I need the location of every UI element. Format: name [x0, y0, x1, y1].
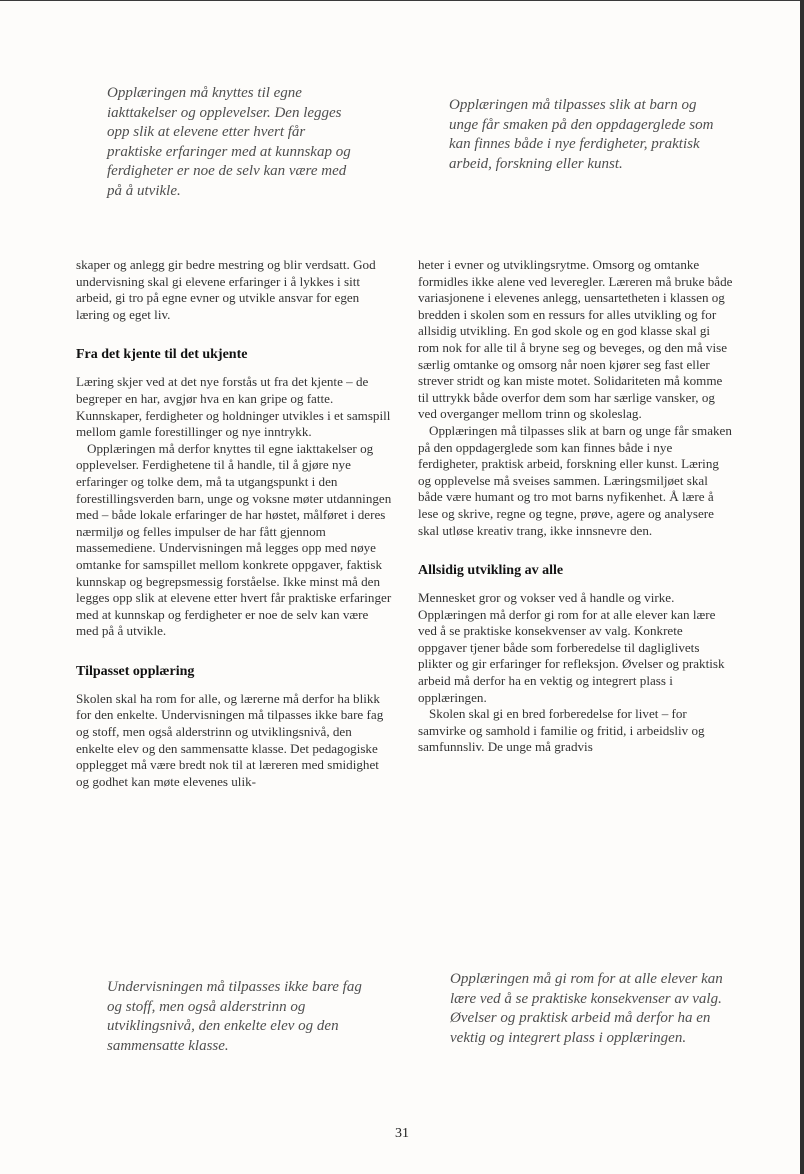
pull-quote: Opplæringen må knyttes til egne iakttakelser og opplevelser. Den legges opp slik at elevene etter hvert får praktiske erfaringer med at kunnskap og ferdigheter er noe de selv kan være med på å utvikle. — [107, 85, 351, 199]
left-column — [76, 257, 392, 790]
right-column — [418, 257, 734, 756]
paragraph: heter i evner og utviklingsrytme. Omsorg og omtanke formidles ikke alene ved leveregler. Læreren må bruke både variasjonene i elevenes anlegg, uensartetheten i klassen og bredden i skolen som en ressurs for alles utvikling og for allsidig utvikling. En god skole og en god klasse skal gi rom nok for alle til å bryne seg og beveges, og den må vise særlig omtanke og omsorg når noen kjører seg fast eller strever stridt og kan miste motet. Solidariteten må komme til uttrykk både overfor dem som har særlige vansker, og ved overganger mellom trinn og skoleslag. — [418, 257, 733, 422]
paragraph: Læring skjer ved at det nye forstås ut fra det kjente – de begreper en har, avgjør hva en kan gripe og fatte. Kunnskaper, ferdigheter og holdninger utvikles i et samspill mellom gamle forestillinger og nye inntrykk. — [76, 374, 391, 440]
paragraph: Mennesket gror og vokser ved å handle og virke. Opplæringen må derfor gi rom for at alle elever kan lære ved å se praktiske konsekvenser av valg. Konkrete oppgaver tjener både som forberedelse til dagliglivets plikter og gir erfaringer for refleksjon. Øvelser og praktisk arbeid må derfor ha en vektig og integrert plass i opplæringen. — [418, 590, 725, 705]
pull-quote: Opplæringen må gi rom for at alle elever kan lære ved å se praktiske konsekvenser av valg. Øvelser og praktisk arbeid må derfor ha en vektig og integrert plass i opplæringen. — [450, 971, 723, 1046]
scan-edge — [800, 0, 804, 1174]
pull-quote: Undervisningen må tilpasses ikke bare fag og stoff, men også alderstrinn og utviklingsnivå, den enkelte elev og den sammensatte klasse. — [107, 979, 362, 1054]
paragraph: Opplæringen må derfor knyttes til egne iakttakelser og opplevelser. Ferdighetene til å handle, til å gjøre nye erfaringer og tolke dem, må ta utgangspunkt i den forestillingsverden barn, unge og voksne møter utdanningen med – både lokale erfaringer de har høstet, målføret i deres nærmiljø og felles impulser de har fått gjennom massemediene. Undervisningen må legges opp med nøye omtanke for samspillet mellom konkrete oppgaver, faktisk kunnskap og begrepsmessig forståelse. Ikke minst må den legges opp slik at elevene etter hvert får praktiske erfaringer med at kunnskap og ferdigheter er noe de selv kan være med på å utvikle. — [76, 440, 392, 639]
paragraph: Opplæringen må tilpasses slik at barn og unge får smaken på den oppdagerglede som kan finnes både i nye ferdigheter, praktisk arbeid, forskning eller kunst. Læring og opplevelse må sveises sammen. Læringsmiljøet skal både være humant og tro mot barns nyfikenhet. Å lære å lese og skrive, regne og tegne, prøve, agere og analysere skal utløse kreativ trang, ikke innsnevre den. — [418, 422, 732, 538]
paragraph: Skolen skal ha rom for alle, og lærerne må derfor ha blikk for den enkelte. Undervisningen må tilpasses ikke bare fag og stoff, men også alderstrinn og utviklingsnivå, den enkelte elev og den sammensatte klasse. Det pedagogiske opplegget må være bredt nok til at læreren med smidighet og godhet kan møte elevenes ulik- — [76, 690, 384, 789]
section-heading: Fra det kjente til det ukjente — [76, 347, 248, 363]
section-heading: Allsidig utvikling av alle — [418, 563, 564, 579]
top-rule — [0, 0, 800, 1]
page-number: 31 — [395, 1126, 409, 1141]
paragraph: Skolen skal gi en bred forberedelse for livet – for samvirke og samhold i familie og fritid, i arbeidsliv og samfunnsliv. De unge må gradvis — [418, 706, 705, 755]
pull-quote: Opplæringen må tilpasses slik at barn og unge får smaken på den oppdagerglede som kan finnes både i nye ferdigheter, praktisk arbeid, forskning eller kunst. — [449, 97, 714, 172]
paragraph: skaper og anlegg gir bedre mestring og blir verdsatt. God undervisning skal gi elevene erfaringer i å lykkes i sitt arbeid, gi tro på egne evner og utvikle ansvar for egen læring og eget liv. — [76, 257, 376, 322]
section-heading: Tilpasset opplæring — [76, 663, 195, 679]
